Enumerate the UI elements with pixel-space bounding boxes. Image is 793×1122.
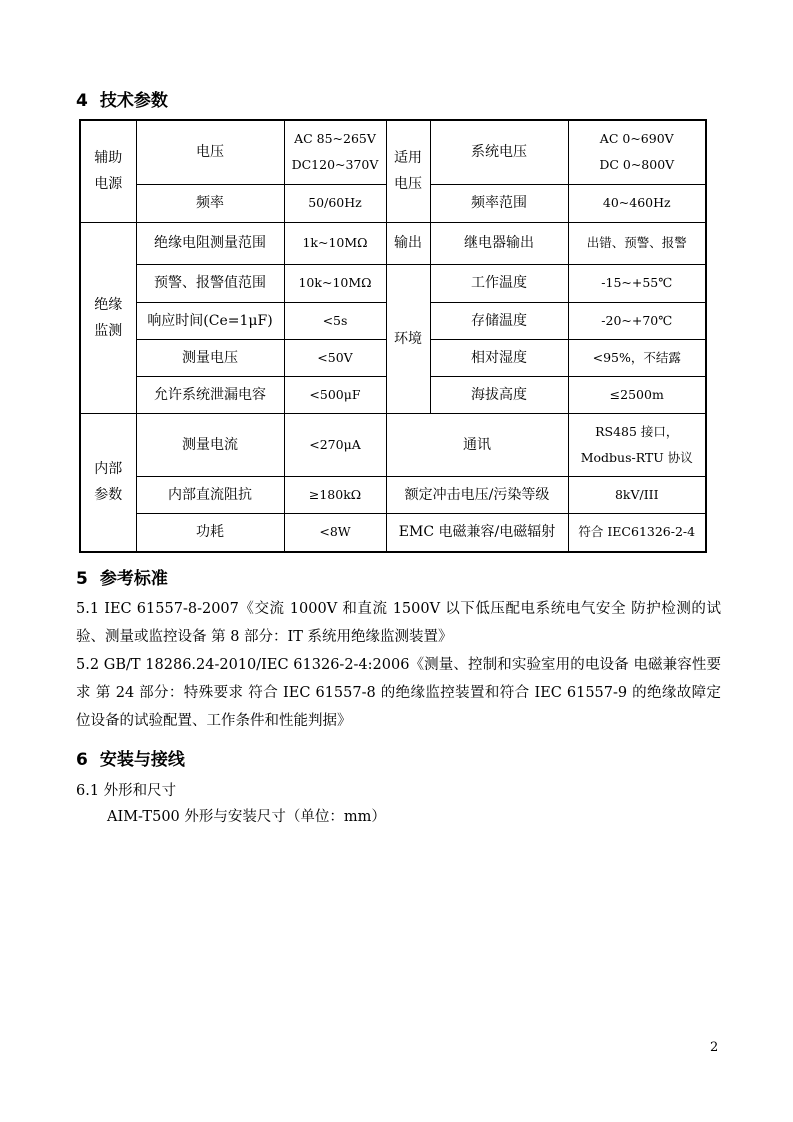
internal-params-group: 内部参数 xyxy=(80,413,136,552)
alarm-range-value: 10k~10MΩ xyxy=(284,264,386,302)
section-5-heading: 5 参考标准 xyxy=(76,569,168,589)
dc-resistance-value: ≥180kΩ xyxy=(284,476,386,513)
alarm-range-label: 预警、报警值范围 xyxy=(136,264,284,302)
meas-current-value: <270μA xyxy=(284,413,386,476)
meas-current-label: 测量电流 xyxy=(136,413,284,476)
altitude-value: ≤2500m xyxy=(568,376,706,413)
freq-range-value: 40~460Hz xyxy=(568,184,706,222)
meas-voltage-value: <50V xyxy=(284,339,386,376)
environment-label: 环境 xyxy=(386,264,430,413)
work-temp-value: -15~+55℃ xyxy=(568,264,706,302)
humidity-value: <95%，不结露 xyxy=(568,339,706,376)
reference-5-2: 5.2 GB/T 18286.24-2010/IEC 61326-2-4:2006《测量、控制和实验室用的电设备 电磁兼容性要求 第 24 部分：特殊要求 符合 IEC 61557-8 的绝缘监控装置和符合 IEC 61557-9 的绝缘故障定位设备的试验配置、工作条件和性能判据》 xyxy=(76,657,721,729)
subsection-6-1: 6.1 外形和尺寸 xyxy=(76,783,177,799)
power-label: 功耗 xyxy=(136,513,284,552)
ins-range-label: 绝缘电阻测量范围 xyxy=(136,222,284,264)
emc-value: 符合 IEC61326-2-4 xyxy=(568,513,706,552)
ins-range-value: 1k~10MΩ xyxy=(284,222,386,264)
leak-cap-value: <500μF xyxy=(284,376,386,413)
storage-temp-label: 存储温度 xyxy=(430,302,568,339)
response-time-value: <5s xyxy=(284,302,386,339)
impulse-voltage-label: 额定冲击电压/污染等级 xyxy=(386,476,568,513)
power-value: <8W xyxy=(284,513,386,552)
impulse-voltage-value: 8kV/III xyxy=(568,476,706,513)
reference-5-1: 5.1 IEC 61557-8-2007《交流 1000V 和直流 1500V 以下低压配电系统电气安全 防护检测的试验、测量或监控设备 第 8 部分：IT 系统用绝缘监测装置》 xyxy=(76,601,721,645)
section-4-heading: 4 技术参数 xyxy=(76,91,168,111)
system-voltage-label: 系统电压 xyxy=(430,120,568,184)
output-label: 输出 xyxy=(386,222,430,264)
relay-output-label: 继电器输出 xyxy=(430,222,568,264)
leak-cap-label: 允许系统泄漏电容 xyxy=(136,376,284,413)
freq-range-label: 频率范围 xyxy=(430,184,568,222)
voltage-value: AC 85~265V DC120~370V xyxy=(284,120,386,184)
emc-label: EMC 电磁兼容/电磁辐射 xyxy=(386,513,568,552)
system-voltage-value: AC 0~690V DC 0~800V xyxy=(568,120,706,184)
page-number: 2 xyxy=(710,1040,719,1055)
frequency-value: 50/60Hz xyxy=(284,184,386,222)
comm-label: 通讯 xyxy=(386,413,568,476)
work-temp-label: 工作温度 xyxy=(430,264,568,302)
humidity-label: 相对湿度 xyxy=(430,339,568,376)
aux-power-group: 辅助电源 xyxy=(80,120,136,222)
applicable-voltage-label: 适用电压 xyxy=(386,120,430,222)
technical-parameters-table xyxy=(79,119,707,553)
insulation-monitor-group: 绝缘监测 xyxy=(80,222,136,413)
dc-resistance-label: 内部直流阻抗 xyxy=(136,476,284,513)
figure-caption: AIM-T500 外形与安装尺寸（单位：mm） xyxy=(107,809,386,825)
frequency-label: 频率 xyxy=(136,184,284,222)
section-6-heading: 6 安装与接线 xyxy=(76,750,185,770)
storage-temp-value: -20~+70℃ xyxy=(568,302,706,339)
altitude-label: 海拔高度 xyxy=(430,376,568,413)
response-time-label: 响应时间(Ce=1μF) xyxy=(136,302,284,339)
relay-output-value: 出错、预警、报警 xyxy=(568,222,706,264)
comm-value: RS485 接口， Modbus-RTU 协议 xyxy=(568,413,706,476)
meas-voltage-label: 测量电压 xyxy=(136,339,284,376)
voltage-label: 电压 xyxy=(136,120,284,184)
